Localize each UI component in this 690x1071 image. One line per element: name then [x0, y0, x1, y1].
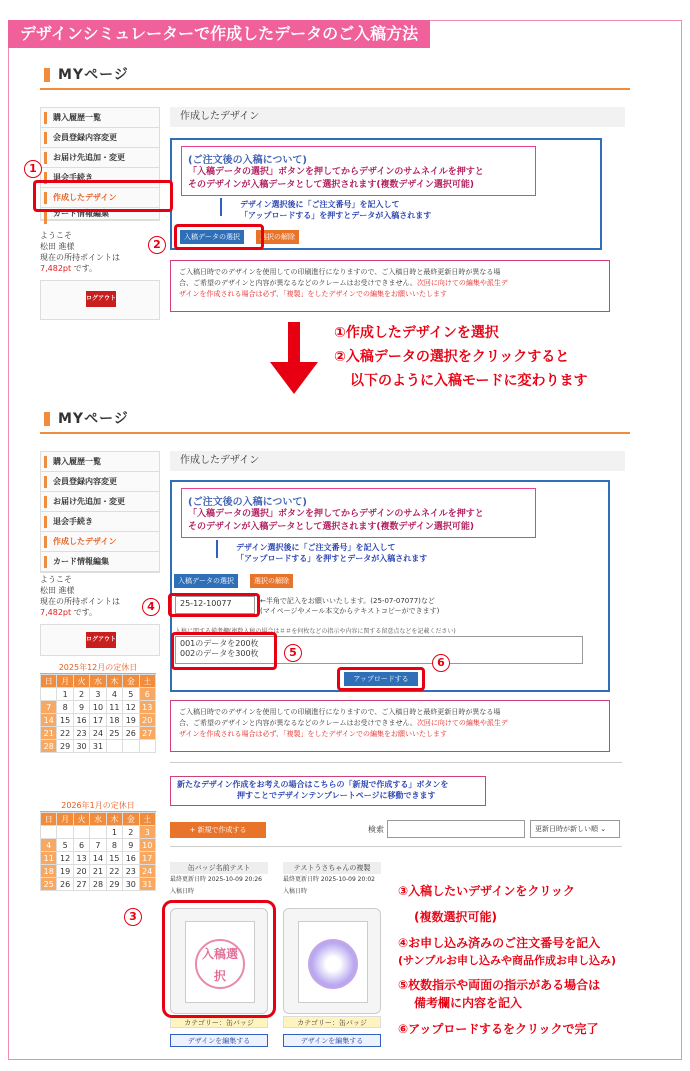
calendar-day: 28 — [41, 740, 57, 753]
note-6: ⑥アップロードするをクリックで完了 — [398, 1022, 599, 1036]
calendar-day: 8 — [57, 701, 73, 714]
calendar-day: 17 — [139, 852, 155, 865]
sidebar-item-history[interactable]: 購入履歴一覧 — [41, 108, 159, 128]
calendar-day: 30 — [73, 740, 89, 753]
calendar-day: 10 — [90, 701, 106, 714]
note-5a: ⑤枚数指示や両面の指示がある場合は — [398, 978, 601, 992]
divider — [170, 762, 622, 763]
calendar-day: 13 — [139, 701, 155, 714]
calendar-weekday: 火 — [73, 675, 89, 688]
calendar-december: 2025年12月の定休日 日 月 火 水 木 金 土 1 2 3 4 5 6 7 8 9 10 11 12 13 14 15 16 17 18 19 20 21 22 23 24 25 26 27 28 29 30 31 — [40, 662, 156, 753]
notice-box-2: (ご注文後の入稿について) 「入稿データの選択」ボタンを押してからデザインのサムネイルを押すと そのデザインが入稿データとして選択されます(複数デザイン選択可能) — [181, 488, 536, 538]
calendar-weekday: 金 — [123, 675, 139, 688]
calendar-day: 22 — [57, 727, 73, 740]
design-card-2: テストうさちゃんの複製 最終更新日時 2025-10-09 20:02 入稿日時 — [283, 862, 381, 898]
marker-4: 4 — [142, 598, 160, 616]
calendar-day: 31 — [139, 878, 155, 891]
calendar-weekday: 木 — [106, 813, 122, 826]
calendar-day: 21 — [90, 865, 106, 878]
note-5b: 備考欄に内容を記入 — [414, 996, 523, 1010]
select-upload-data-button[interactable]: 入稿データの選択 — [174, 574, 238, 588]
calendar-day: 29 — [57, 740, 73, 753]
calendar-day: 16 — [123, 852, 139, 865]
calendar-day: 10 — [139, 839, 155, 852]
calendar-day: 6 — [139, 688, 155, 701]
calendar-day: 24 — [90, 727, 106, 740]
marker-5: 5 — [284, 644, 302, 662]
down-arrow-icon — [216, 540, 218, 558]
sidebar-item-address[interactable]: お届け先追加・変更 — [41, 148, 159, 168]
calendar-day: 23 — [123, 865, 139, 878]
calendar-day: 11 — [41, 852, 57, 865]
sidebar-item-designs[interactable]: 作成したデザイン — [41, 532, 159, 552]
calendar-weekday: 土 — [139, 675, 155, 688]
calendar-day — [123, 740, 139, 753]
new-design-notice: 新たなデザイン作成をお考えの場合はこちらの「新規で作成する」ボタンを 押すことでデザインテンプレートページに移動できます — [170, 776, 486, 806]
sidebar-item-withdraw[interactable]: 退会手続き — [41, 512, 159, 532]
highlight-memo — [171, 632, 277, 670]
calendar-day: 26 — [57, 878, 73, 891]
edit-design-button[interactable]: デザインを編集する — [283, 1034, 381, 1047]
calendar-day — [106, 740, 122, 753]
note-4b: (サンプルお申し込みや商品作成お申し込み) — [398, 954, 617, 967]
sidebar-item-card[interactable]: カード情報編集 — [41, 208, 159, 220]
calendar-day — [41, 688, 57, 701]
big-arrow-head-icon — [270, 362, 318, 394]
calendar-day: 5 — [123, 688, 139, 701]
sidebar-item-history[interactable]: 購入履歴一覧 — [41, 452, 159, 472]
sidebar-user-info-2: ようこそ 松田 進様 現在の所持ポイントは 7,482pt です。 — [40, 575, 120, 617]
divider — [170, 846, 622, 847]
calendar-weekday: 月 — [57, 813, 73, 826]
calendar-weekday: 金 — [123, 813, 139, 826]
calendar-day: 6 — [73, 839, 89, 852]
calendar-day: 21 — [41, 727, 57, 740]
clear-selection-button[interactable]: 選択の解除 — [256, 230, 299, 244]
calendar-day: 15 — [106, 852, 122, 865]
calendar-day: 17 — [90, 714, 106, 727]
calendar-day: 13 — [73, 852, 89, 865]
select-upload-data-button[interactable]: 入稿データの選択 — [180, 230, 244, 244]
calendar-day — [41, 826, 57, 839]
step-2-text: ②入稿データの選択をクリックすると — [334, 349, 570, 365]
section-title-2: 作成したデザイン — [170, 451, 625, 471]
calendar-day: 30 — [123, 878, 139, 891]
calendar-day: 18 — [106, 714, 122, 727]
marker-2: 2 — [148, 236, 166, 254]
calendar-day: 12 — [123, 701, 139, 714]
calendar-day: 19 — [123, 714, 139, 727]
calendar-day: 27 — [73, 878, 89, 891]
calendar-day: 12 — [57, 852, 73, 865]
calendar-day: 5 — [57, 839, 73, 852]
caution-box: ご入稿日時でのデザインを使用しての印刷進行になりますので、ご入稿日時と最終更新日時が異なる場 合、ご希望のデザインと内容が異なるなどのクレームはお受けできません。次回に向けての編集や派生デ ザインを作成される場合は必ず、「複製」をしたデザインでの編集をお願いいたします — [170, 260, 610, 312]
calendar-day: 9 — [73, 701, 89, 714]
calendar-day: 3 — [139, 826, 155, 839]
calendar-day: 2 — [123, 826, 139, 839]
clear-selection-button[interactable]: 選択の解除 — [250, 574, 293, 588]
bunny-design-image — [308, 939, 358, 989]
page-banner: デザインシミュレーターで作成したデータのご入稿方法 — [8, 20, 430, 48]
memo-label: 入稿に関する備考欄(複数入稿の場合は＃＃を何枚などの指示や内容に関する留意点などを記載ください) — [175, 628, 456, 635]
calendar-january: 2026年1月の定休日 日 月 火 水 木 金 土 1 2 3 4 5 6 7 8 9 10 11 12 13 14 15 16 17 18 19 20 21 22 23 24 25 26 27 28 29 30 31 — [40, 800, 156, 891]
note-3a: ③入稿したいデザインをクリック — [398, 884, 575, 898]
marker-6: 6 — [432, 654, 450, 672]
caution-box-2: ご入稿日時でのデザインを使用しての印刷進行になりますので、ご入稿日時と最終更新日時が異なる場 合、ご希望のデザインと内容が異なるなどのクレームはお受けできません。次回に向けての編集や派生デ ザインを作成される場合は必ず、「複製」をしたデザインでの編集をお願いいたします — [170, 700, 610, 752]
calendar-day: 1 — [57, 688, 73, 701]
calendar-day — [90, 826, 106, 839]
calendar-day: 11 — [106, 701, 122, 714]
calendar-day: 20 — [73, 865, 89, 878]
sidebar-item-card[interactable]: カード情報編集 — [41, 552, 159, 572]
calendar-day: 15 — [57, 714, 73, 727]
sort-select[interactable]: 更新日時が新しい順 ⌄ — [530, 820, 620, 838]
calendar-day: 26 — [123, 727, 139, 740]
sidebar-item-address[interactable]: お届け先追加・変更 — [41, 492, 159, 512]
sidebar-user-info: ようこそ 松田 進様 現在の所持ポイントは 7,482pt です。 — [40, 231, 120, 273]
sidebar-item-profile[interactable]: 会員登録内容変更 — [41, 128, 159, 148]
highlight-design-thumbnail — [162, 900, 276, 1018]
edit-design-button[interactable]: デザインを編集する — [170, 1034, 268, 1047]
calendar-day: 3 — [90, 688, 106, 701]
calendar-day: 4 — [106, 688, 122, 701]
notice-box: (ご注文後の入稿について) 「入稿データの選択」ボタンを押してからデザインのサムネイルを押すと そのデザインが入稿データとして選択されます(複数デザイン選択可能) — [181, 146, 536, 196]
search-input[interactable] — [387, 820, 525, 838]
calendar-day — [139, 740, 155, 753]
calendar-day: 23 — [73, 727, 89, 740]
calendar-weekday: 日 — [41, 675, 57, 688]
calendar-day — [73, 826, 89, 839]
selected-stamp: 入稿選択 — [195, 939, 245, 989]
calendar-day: 19 — [57, 865, 73, 878]
search-label: 検索 — [368, 825, 384, 834]
highlight-designs-menu — [33, 180, 173, 212]
memo-textarea[interactable]: 001のデータを200枚 002のデータを300枚 — [175, 636, 583, 664]
marker-3: 3 — [124, 908, 142, 926]
upload-button[interactable]: アップロードする — [344, 672, 418, 686]
calendar-day: 25 — [41, 878, 57, 891]
down-arrow-icon — [220, 198, 222, 216]
calendar-day: 28 — [90, 878, 106, 891]
category-label: カテゴリー：缶バッジ — [170, 1016, 268, 1028]
calendar-weekday: 水 — [90, 675, 106, 688]
order-number-hint: ←半角で記入をお願いいたします。(25-07-07077)など (マイページやメール本文からテキストコピーができます) — [260, 597, 440, 615]
highlight-upload-button — [337, 667, 425, 691]
highlight-select-button — [174, 224, 264, 250]
calendar-day: 14 — [90, 852, 106, 865]
calendar-day: 8 — [106, 839, 122, 852]
calendar-day: 31 — [90, 740, 106, 753]
sidebar-menu-2 — [40, 451, 160, 573]
calendar-day: 14 — [41, 714, 57, 727]
calendar-day: 7 — [41, 701, 57, 714]
calendar-day: 27 — [139, 727, 155, 740]
sidebar-item-profile[interactable]: 会員登録内容変更 — [41, 472, 159, 492]
new-design-button[interactable]: + 新規で作成する — [170, 822, 266, 838]
marker-1: 1 — [24, 160, 42, 178]
calendar-day: 29 — [106, 878, 122, 891]
calendar-weekday: 日 — [41, 813, 57, 826]
calendar-weekday: 土 — [139, 813, 155, 826]
design-card-1: 缶バッジ名前テスト 最終更新日時 2025-10-09 20:26 入稿日時 — [170, 862, 268, 898]
order-number-input[interactable]: 25-12-10077 — [175, 596, 255, 614]
calendar-day: 7 — [90, 839, 106, 852]
calendar-weekday: 火 — [73, 813, 89, 826]
category-label: カテゴリー：缶バッジ — [283, 1016, 381, 1028]
mypage-header-2: MYページ — [40, 406, 630, 434]
calendar-day: 25 — [106, 727, 122, 740]
calendar-day: 20 — [139, 714, 155, 727]
calendar-weekday: 月 — [57, 675, 73, 688]
calendar-day: 1 — [106, 826, 122, 839]
note-4a: ④お申し込み済みのご注文番号を記入 — [398, 936, 601, 950]
section-title: 作成したデザイン — [170, 107, 625, 127]
sidebar-item-designs[interactable]: 作成したデザイン — [41, 188, 159, 208]
step-1-text: ①作成したデザインを選択 — [334, 325, 499, 341]
logout-area-2 — [40, 624, 160, 656]
calendar-day: 9 — [123, 839, 139, 852]
calendar-day: 16 — [73, 714, 89, 727]
logout-area — [40, 280, 160, 320]
design-thumbnail-2[interactable] — [283, 908, 381, 1014]
logout-button[interactable]: ログアウト — [86, 632, 116, 648]
note-3b: (複数選択可能) — [414, 910, 497, 924]
step-3-text: 以下のように入稿モードに変わります — [350, 373, 588, 389]
notice-subtext-2: デザイン選択後に「ご注文番号」を記入して 「アップロードする」を押すとデータが入稿されます — [236, 543, 428, 563]
calendar-day: 18 — [41, 865, 57, 878]
calendar-weekday: 水 — [90, 813, 106, 826]
calendar-day: 24 — [139, 865, 155, 878]
calendar-day: 22 — [106, 865, 122, 878]
mypage-header: MYページ — [40, 62, 630, 90]
calendar-day: 4 — [41, 839, 57, 852]
calendar-day: 2 — [73, 688, 89, 701]
logout-button[interactable]: ログアウト — [86, 291, 116, 307]
notice-subtext: デザイン選択後に「ご注文番号」を記入して 「アップロードする」を押すとデータが入稿されます — [240, 200, 432, 220]
calendar-weekday: 木 — [106, 675, 122, 688]
sidebar-item-withdraw[interactable]: 退会手続き — [41, 168, 159, 188]
calendar-day — [57, 826, 73, 839]
highlight-order-input — [168, 593, 260, 617]
